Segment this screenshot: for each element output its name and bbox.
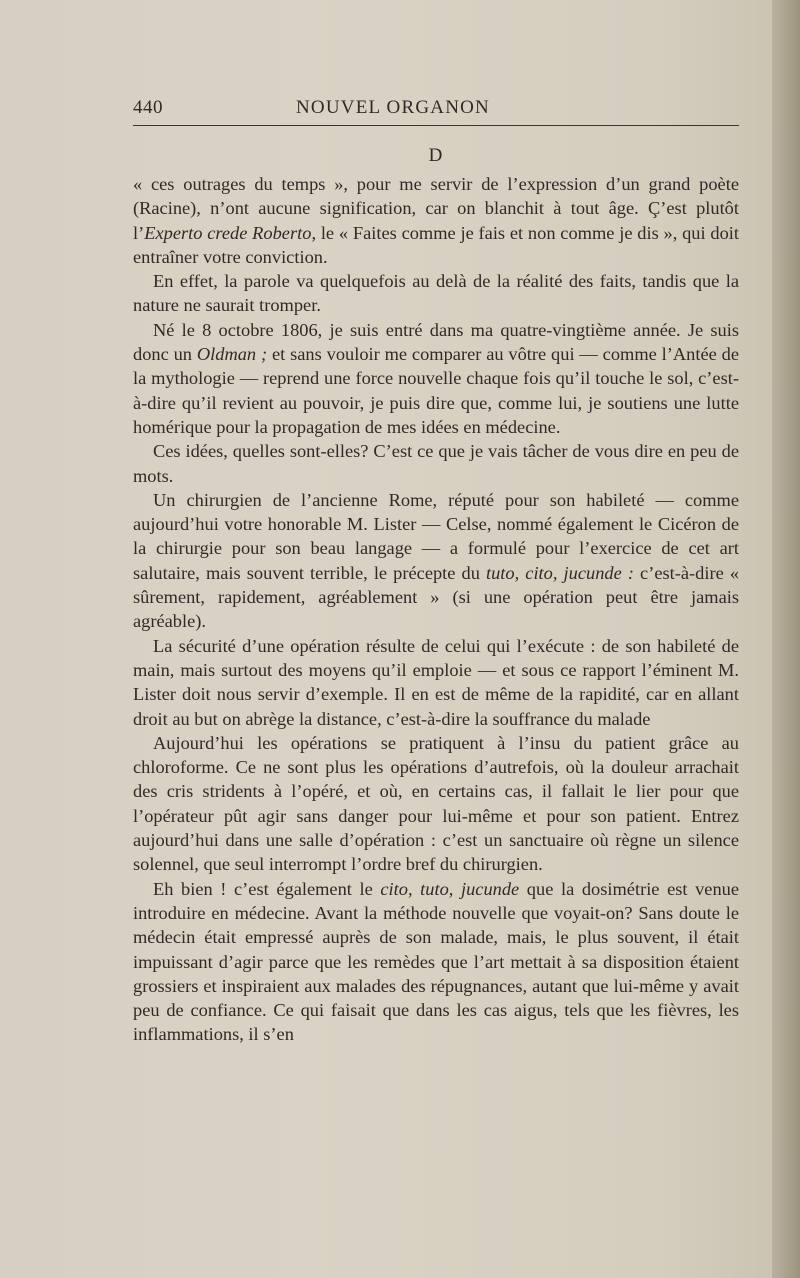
paragraph-text: Eh bien ! c’est également le [153, 878, 381, 899]
paragraph-1 [133, 172, 739, 269]
running-header [133, 97, 738, 127]
italic-phrase: Experto crede Roberto [144, 222, 312, 243]
paragraph-text: « ces outrages du temps », pour me servir de l’expression d’un grand poète (Racine), n’ont aucune signification, car on blanchit à tout âge. Ç’est plutôt l’ [133, 174, 739, 243]
paragraph-text: Un chirurgien de l’ancienne Rome, réputé pour son habileté — comme aujourd’hui votre honorable M. Lister — Celse, nommé également le Cicéron de la chirurgie pour son beau langage — a formulé pour l’exercice de cet art salutaire, mais souvent terrible, le précepte du [133, 489, 739, 583]
paragraph-text: que la dosimétrie est venue introduire en médecine. Avant la méthode nouvelle que voyait-on? Sans doute le médecin était empressé auprès de son malade, mais, le plus souvent, il était impuissant d’agir parce que les remèdes que l’art mettait à sa disposition étaient grossiers et inspiraient aux malades des répugnances, autant que lui-même y avait peu de confiance. Ce qui faisait que dans les cas aigus, tels que les fièvres, les inflammations, il s’en [133, 878, 740, 1045]
page-number: 440 [133, 97, 163, 118]
italic-phrase: Oldman ; [196, 344, 268, 365]
paragraph-text: En effet, la parole va quelquefois au delà de la réalité des faits, tandis que la nature ne saurait tromper. [133, 271, 739, 316]
paragraph-text: Ces idées, quelles sont-elles? C’est ce que je vais tâcher de vous dire en peu de mots. [133, 441, 739, 486]
paragraph-text: Aujourd’hui les opérations se pratiquent à l’insu du patient grâce au chloroforme. Ce ne sont plus les opérations d’autrefois, où la douleur arrachait des cris stridents à l’opéré, et où, en certains cas, il fallait le lier pour que l’opérateur pût agir sans danger pour lui-même et pour son patient. Entrez aujourd’hui dans une salle d’opération : c’est un sanctuaire où règne un silence solennel, que seul interrompt l’ordre bref du chirurgien. [133, 732, 739, 875]
paragraph-4 [133, 439, 739, 488]
paragraph-7 [133, 731, 739, 877]
paragraph-3 [133, 318, 739, 439]
paragraph-text: c’est-à-dire « sûrement, rapidement, agréablement » (si une opération peut être jamais agréable). [133, 562, 740, 632]
paragraph-text: Né le 8 octobre 1806, je suis entré dans ma quatre-vingtième année. Je suis donc un [133, 319, 739, 365]
italic-phrase: cito, tuto, jucunde [380, 878, 520, 899]
body-text [133, 172, 739, 1047]
page-edge [772, 0, 800, 1278]
paragraph-6 [133, 634, 739, 731]
italic-phrase: tuto, cito, jucunde : [486, 562, 634, 583]
paragraph-2 [133, 269, 739, 318]
paragraph-text: La sécurité d’une opération résulte de celui qui l’exécute : de son habileté de main, mais surtout des moyens qu’il emploie — et sous ce rapport l’éminent M. Lister doit nous servir d’exemple. Il en est de même de la rapidité, car en allant droit au but on abrège la distance, c’est-à-dire la souffrance du malade [133, 635, 739, 729]
paragraph-8 [133, 877, 739, 1047]
header-rule [133, 125, 739, 126]
paragraph-5 [133, 488, 739, 634]
section-letter: D [428, 145, 444, 166]
paragraph-text: , le « Faites comme je fais et non comme je dis », qui doit entraîner votre conviction. [133, 222, 739, 267]
running-title: NOUVEL ORGANON [296, 97, 490, 118]
paragraph-text: et sans vouloir me comparer au vôtre qui — comme l’Antée de la mythologie — reprend une force nouvelle chaque fois qu’il touche le sol, c’est-à-dire qu’il revient au pouvoir, je puis dire que, comme lui, je soutiens une lutte homérique pour la propagation de mes idées en médecine. [133, 344, 740, 437]
